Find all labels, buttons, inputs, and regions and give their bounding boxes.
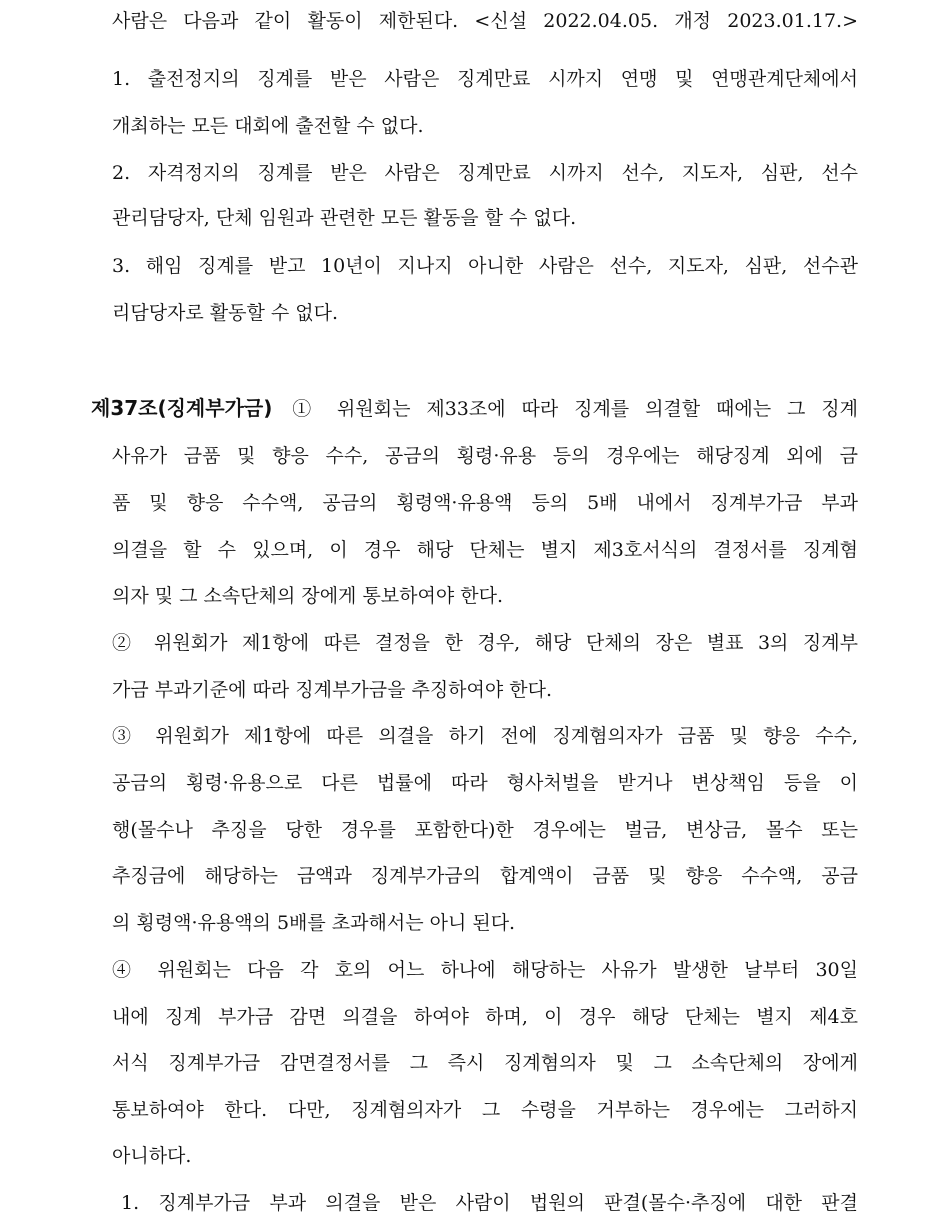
article-37-p3-line-1: ③ 위원회가 제1항에 따른 의결을 하기 전에 징계혐의자가 금품 및 향응 수수, (112, 725, 858, 747)
article-37-p3-line-4: 추징금에 해당하는 금액과 징계부가금의 합계액이 금품 및 향응 수수액, 공금 (112, 865, 858, 887)
restriction-1-line-1: 1. 출전정지의 징계를 받은 사람은 징계만료 시까지 연맹 및 연맹관계단체에서 (112, 68, 858, 90)
article-37-p1-line-5: 의자 및 그 소속단체의 장에게 통보하여야 한다. (112, 585, 504, 607)
article-37-p1-line-4: 의결을 할 수 있으며, 이 경우 해당 단체는 별지 제3호서식의 결정서를 징계혐 (112, 539, 858, 561)
article-37-p4-line-3: 서식 징계부가금 감면결정서를 그 즉시 징계혐의자 및 그 소속단체의 장에게 (112, 1052, 858, 1074)
article-37-item-1-line-1: 1. 징계부가금 부과 의결을 받은 사람이 법원의 판결(몰수·추징에 대한 판결 (121, 1192, 858, 1214)
article-37-p3-line-2: 공금의 횡령·유용으로 다른 법률에 따라 형사처벌을 받거나 변상책임 등을 이 (112, 772, 858, 794)
restriction-3-line-1: 3. 해임 징계를 받고 10년이 지나지 아니한 사람은 선수, 지도자, 심판, 선수관 (112, 255, 858, 277)
article-37-p3-line-3: 행(몰수나 추징을 당한 경우를 포함한다)한 경우에는 벌금, 변상금, 몰수 또는 (112, 819, 858, 841)
article-37-p2-line-1: ② 위원회가 제1항에 따른 결정을 한 경우, 해당 단체의 장은 별표 3의 징계부 (112, 632, 858, 654)
article-37-p1-line-1: ① 위원회는 제33조에 따라 징계를 의결할 때에는 그 징계 (282, 398, 858, 420)
restriction-1-line-2: 개최하는 모든 대회에 출전할 수 없다. (112, 115, 424, 137)
article-37-p1-line-2: 사유가 금품 및 향응 수수, 공금의 횡령·유용 등의 경우에는 해당징계 외에 금 (112, 445, 858, 467)
article-37-p4-line-5: 아니하다. (112, 1145, 192, 1167)
restriction-3-line-2: 리담당자로 활동할 수 없다. (112, 302, 339, 324)
restriction-2-line-2: 관리담당자, 단체 임원과 관련한 모든 활동을 할 수 없다. (112, 207, 577, 229)
article-37-p4-line-1: ④ 위원회는 다음 각 호의 어느 하나에 해당하는 사유가 발생한 날부터 30일 (112, 959, 858, 981)
article-37-heading: 제37조(징계부가금) (91, 396, 273, 420)
article-37-p1-line-3: 품 및 향응 수수액, 공금의 횡령액·유용액 등의 5배 내에서 징계부가금 부과 (112, 492, 858, 514)
article-37-p2-line-2: 가금 부과기준에 따라 징계부가금을 추징하여야 한다. (112, 679, 553, 701)
article-37-first-line (91, 395, 858, 422)
article-37-p4-line-2: 내에 징계 부가금 감면 의결을 하여야 하며, 이 경우 해당 단체는 별지 제4호 (112, 1006, 858, 1028)
restriction-2-line-1: 2. 자격정지의 징계를 받은 사람은 징계만료 시까지 선수, 지도자, 심판, 선수 (112, 162, 858, 184)
intro-line: 사람은 다음과 같이 활동이 제한된다. <신설 2022.04.05. 개정 2023.01.17.> (112, 10, 858, 32)
article-37-p4-line-4: 통보하여야 한다. 다만, 징계혐의자가 그 수령을 거부하는 경우에는 그러하지 (112, 1099, 858, 1121)
article-37-p3-line-5: 의 횡령액·유용액의 5배를 초과해서는 아니 된다. (112, 912, 516, 934)
